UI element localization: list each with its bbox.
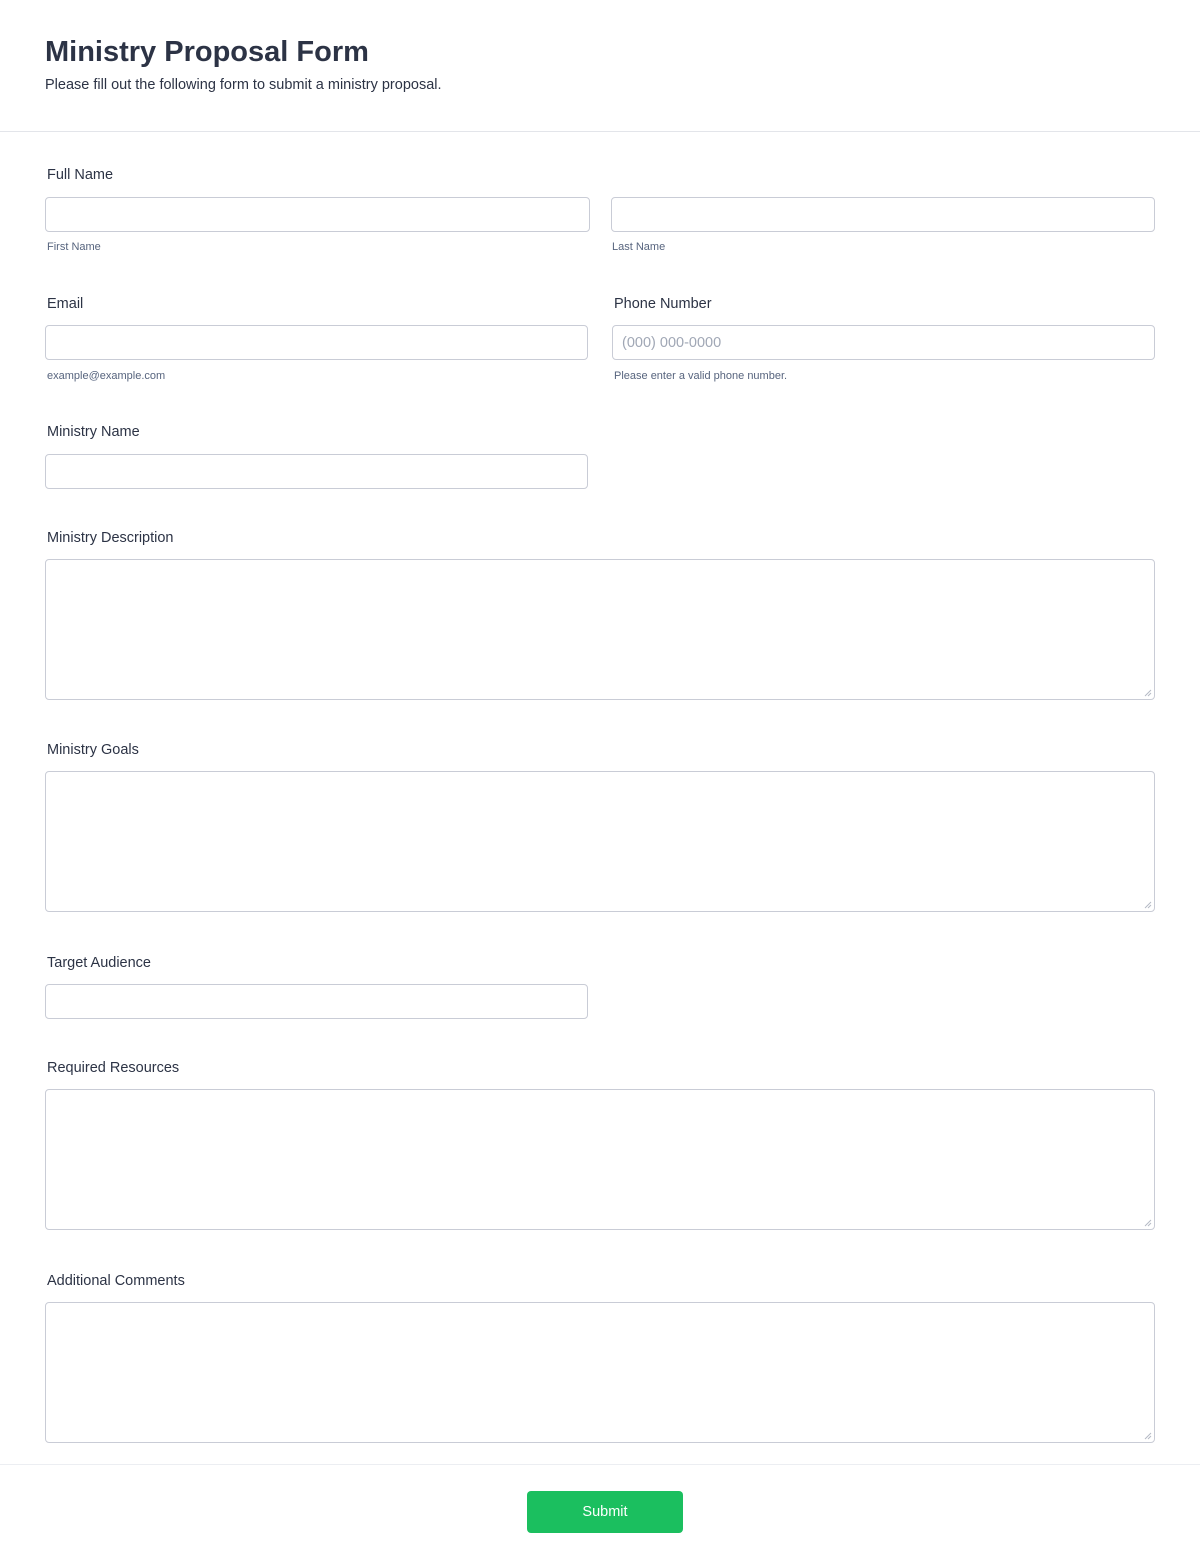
resize-grip-icon[interactable] [1144,1432,1152,1440]
first-name-input[interactable] [45,197,590,232]
required-resources-label: Required Resources [47,1060,180,1076]
ministry-goals-label: Ministry Goals [47,742,139,758]
submit-button[interactable]: Submit [527,1491,683,1533]
target-audience-input[interactable] [45,984,588,1019]
first-name-sublabel: First Name [47,241,101,253]
phone-input[interactable] [612,325,1155,360]
email-sublabel: example@example.com [47,370,166,382]
required-resources-textarea[interactable] [45,1089,1155,1230]
resize-grip-icon[interactable] [1144,689,1152,697]
target-audience-label: Target Audience [47,955,151,971]
full-name-label: Full Name [47,167,114,183]
additional-comments-textarea[interactable] [45,1302,1155,1443]
resize-grip-icon[interactable] [1144,901,1152,909]
phone-label: Phone Number [614,296,712,312]
ministry-name-input[interactable] [45,454,588,489]
footer-divider [0,1464,1200,1465]
page-title: Ministry Proposal Form [45,36,369,68]
ministry-description-textarea[interactable] [45,559,1155,700]
last-name-input[interactable] [611,197,1155,232]
form-header [0,0,1200,132]
last-name-sublabel: Last Name [612,241,666,253]
email-input[interactable] [45,325,588,360]
page-subtitle: Please fill out the following form to submit a ministry proposal. [45,77,442,93]
resize-grip-icon[interactable] [1144,1219,1152,1227]
ministry-description-label: Ministry Description [47,530,174,546]
ministry-name-label: Ministry Name [47,424,140,440]
additional-comments-label: Additional Comments [47,1273,185,1289]
phone-sublabel: Please enter a valid phone number. [614,370,788,382]
email-label: Email [47,296,84,312]
ministry-goals-textarea[interactable] [45,771,1155,912]
